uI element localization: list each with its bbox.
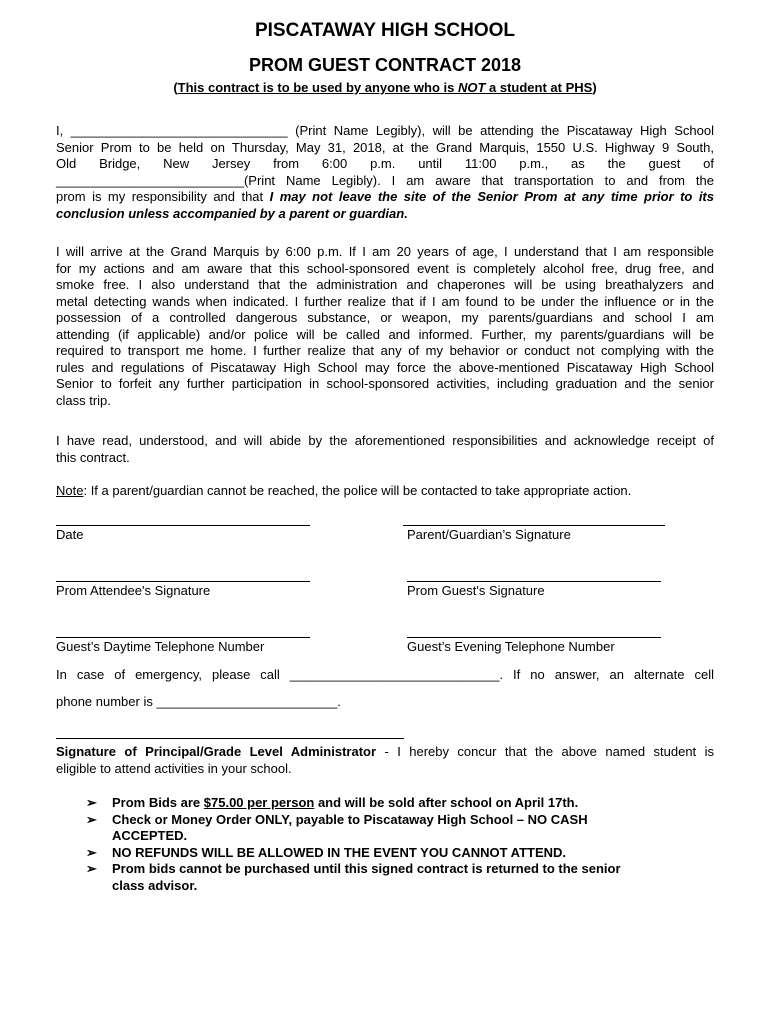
arrow-bullet-icon: ➢ (86, 844, 97, 860)
note-label: Note (56, 483, 84, 498)
guest-signature-label: Prom Guest's Signature (407, 583, 545, 598)
arrow-bullet-icon: ➢ (86, 811, 97, 827)
contract-subtitle (0, 80, 770, 95)
para2-line: rules and regulations of Piscataway High School may force the above-mentioned Piscataway High School (56, 359, 714, 375)
list-item (86, 812, 686, 845)
bullet-text: and will be sold after school on April 17th. (314, 795, 579, 810)
alternate-phone-line: phone number is _________________________. (56, 694, 341, 709)
para2-line: smoke free. I also understand that the administration and chaperones will be using breathalyzers and (56, 277, 714, 292)
list-item (86, 795, 686, 812)
para1-line5-plain: prom is my responsibility and that (56, 189, 270, 204)
subtitle-open-paren: ( (173, 80, 178, 95)
para1-line5-emphasis: I may not leave the site of the Senior Prom at any time prior to its (269, 189, 714, 204)
list-item (86, 861, 686, 894)
emergency-contact (56, 667, 714, 684)
principal-signature-label: Signature of Principal/Grade Level Administrator (56, 744, 377, 759)
principal-block (56, 744, 714, 777)
para2-line: Senior to forfeit any further participation in school-sponsored activities, including graduation and the senior (56, 376, 714, 391)
principal-concur-text: - I hereby concur that the above named student is (376, 744, 714, 759)
guest-signature-line[interactable] (407, 581, 661, 582)
bid-price: $75.00 per person (203, 795, 315, 810)
bullet-text: class advisor. (112, 877, 198, 893)
contract-title: PROM GUEST CONTRACT 2018 (248, 55, 522, 75)
bid-info-list (86, 795, 686, 894)
parent-signature-label: Parent/Guardian’s Signature (407, 527, 571, 542)
arrow-bullet-icon: ➢ (86, 861, 97, 876)
subtitle-close-paren: ) (592, 80, 597, 95)
school-name: PISCATAWAY HIGH SCHOOL (254, 20, 516, 41)
note-text: : If a parent/guardian cannot be reached, the police will be contacted to take appropriate action. (83, 483, 632, 498)
evening-phone-label: Guest’s Evening Telephone Number (407, 639, 615, 654)
para1-line: __________________________(Print Name Legibly). I am aware that transportation to and from the (56, 172, 714, 188)
para3-line: this contract. (56, 449, 130, 465)
para1-line (56, 189, 714, 206)
rules-paragraph (56, 244, 714, 409)
subtitle-text-b: a student at PHS (485, 80, 593, 95)
para1-line: Senior Prom to be held on Thursday, May 31, 2018, at the Grand Marquis, 1550 U.S. Highway 9 South, (56, 139, 714, 155)
emergency-line: In case of emergency, please call _____________________________. If no answer, an alternate cell (56, 667, 714, 682)
list-item (86, 845, 686, 862)
acknowledgement-paragraph (56, 433, 714, 466)
bullet-text: ACCEPTED. (112, 828, 188, 843)
para3-line: I have read, understood, and will abide by the aforementioned responsibilities and acknowledge receipt of (56, 433, 714, 448)
parent-signature-line[interactable] (403, 525, 665, 526)
para2-line: required to transport me home. I further realize that any of my behavior or conduct not complying with the (56, 343, 714, 358)
subtitle-text-a: This contract is to be used by anyone who is (177, 80, 458, 95)
attendee-signature-line[interactable] (56, 581, 310, 582)
principal-line: eligible to attend activities in your school. (56, 760, 292, 776)
attendee-signature-label: Prom Attendee's Signature (56, 583, 211, 598)
bullet-text: Prom Bids are (112, 795, 204, 810)
para1-line: Old Bridge, New Jersey from 6:00 p.m. until 11:00 p.m., as the guest of (56, 156, 714, 171)
para1-line: I, ______________________________ (Print Name Legibly), will be attending the Piscataway High School (56, 123, 714, 138)
bullet-text: Check or Money Order ONLY, payable to Piscataway High School – NO CASH (112, 811, 588, 827)
principal-line (56, 744, 714, 761)
date-label: Date (56, 527, 84, 542)
para1-line: conclusion unless accompanied by a parent or guardian. (56, 205, 408, 221)
day-phone-line[interactable] (56, 637, 310, 638)
note-line (56, 483, 631, 498)
para2-line: metal detecting wands when indicated. I further realize that if I am found to be under the influence or in the (56, 293, 714, 309)
date-signature-line[interactable] (56, 525, 310, 526)
attendance-paragraph (56, 123, 714, 222)
evening-phone-line[interactable] (407, 637, 661, 638)
bullet-text: Prom bids cannot be purchased until this signed contract is returned to the senior (112, 861, 621, 876)
subtitle-not: NOT (457, 80, 486, 95)
bullet-text: NO REFUNDS WILL BE ALLOWED IN THE EVENT YOU CANNOT ATTEND. (112, 844, 567, 860)
arrow-bullet-icon: ➢ (86, 795, 97, 810)
para2-line: attending (if applicable) and/or police will be called and informed. Further, my parents/guardians will be (56, 326, 714, 342)
para2-line: class trip. (56, 392, 111, 408)
para2-line: I will arrive at the Grand Marquis by 6:00 p.m. If I am 20 years of age, I understand that I am responsible (56, 244, 714, 259)
para2-line: possession of a controlled dangerous substance, or weapon, my parents/guardians and school I am (56, 310, 714, 325)
principal-signature-line[interactable] (56, 738, 404, 739)
day-phone-label: Guest’s Daytime Telephone Number (56, 639, 265, 654)
para2-line: for my actions and am aware that this school-sponsored event is completely alcohol free, drug free, and (56, 260, 714, 276)
